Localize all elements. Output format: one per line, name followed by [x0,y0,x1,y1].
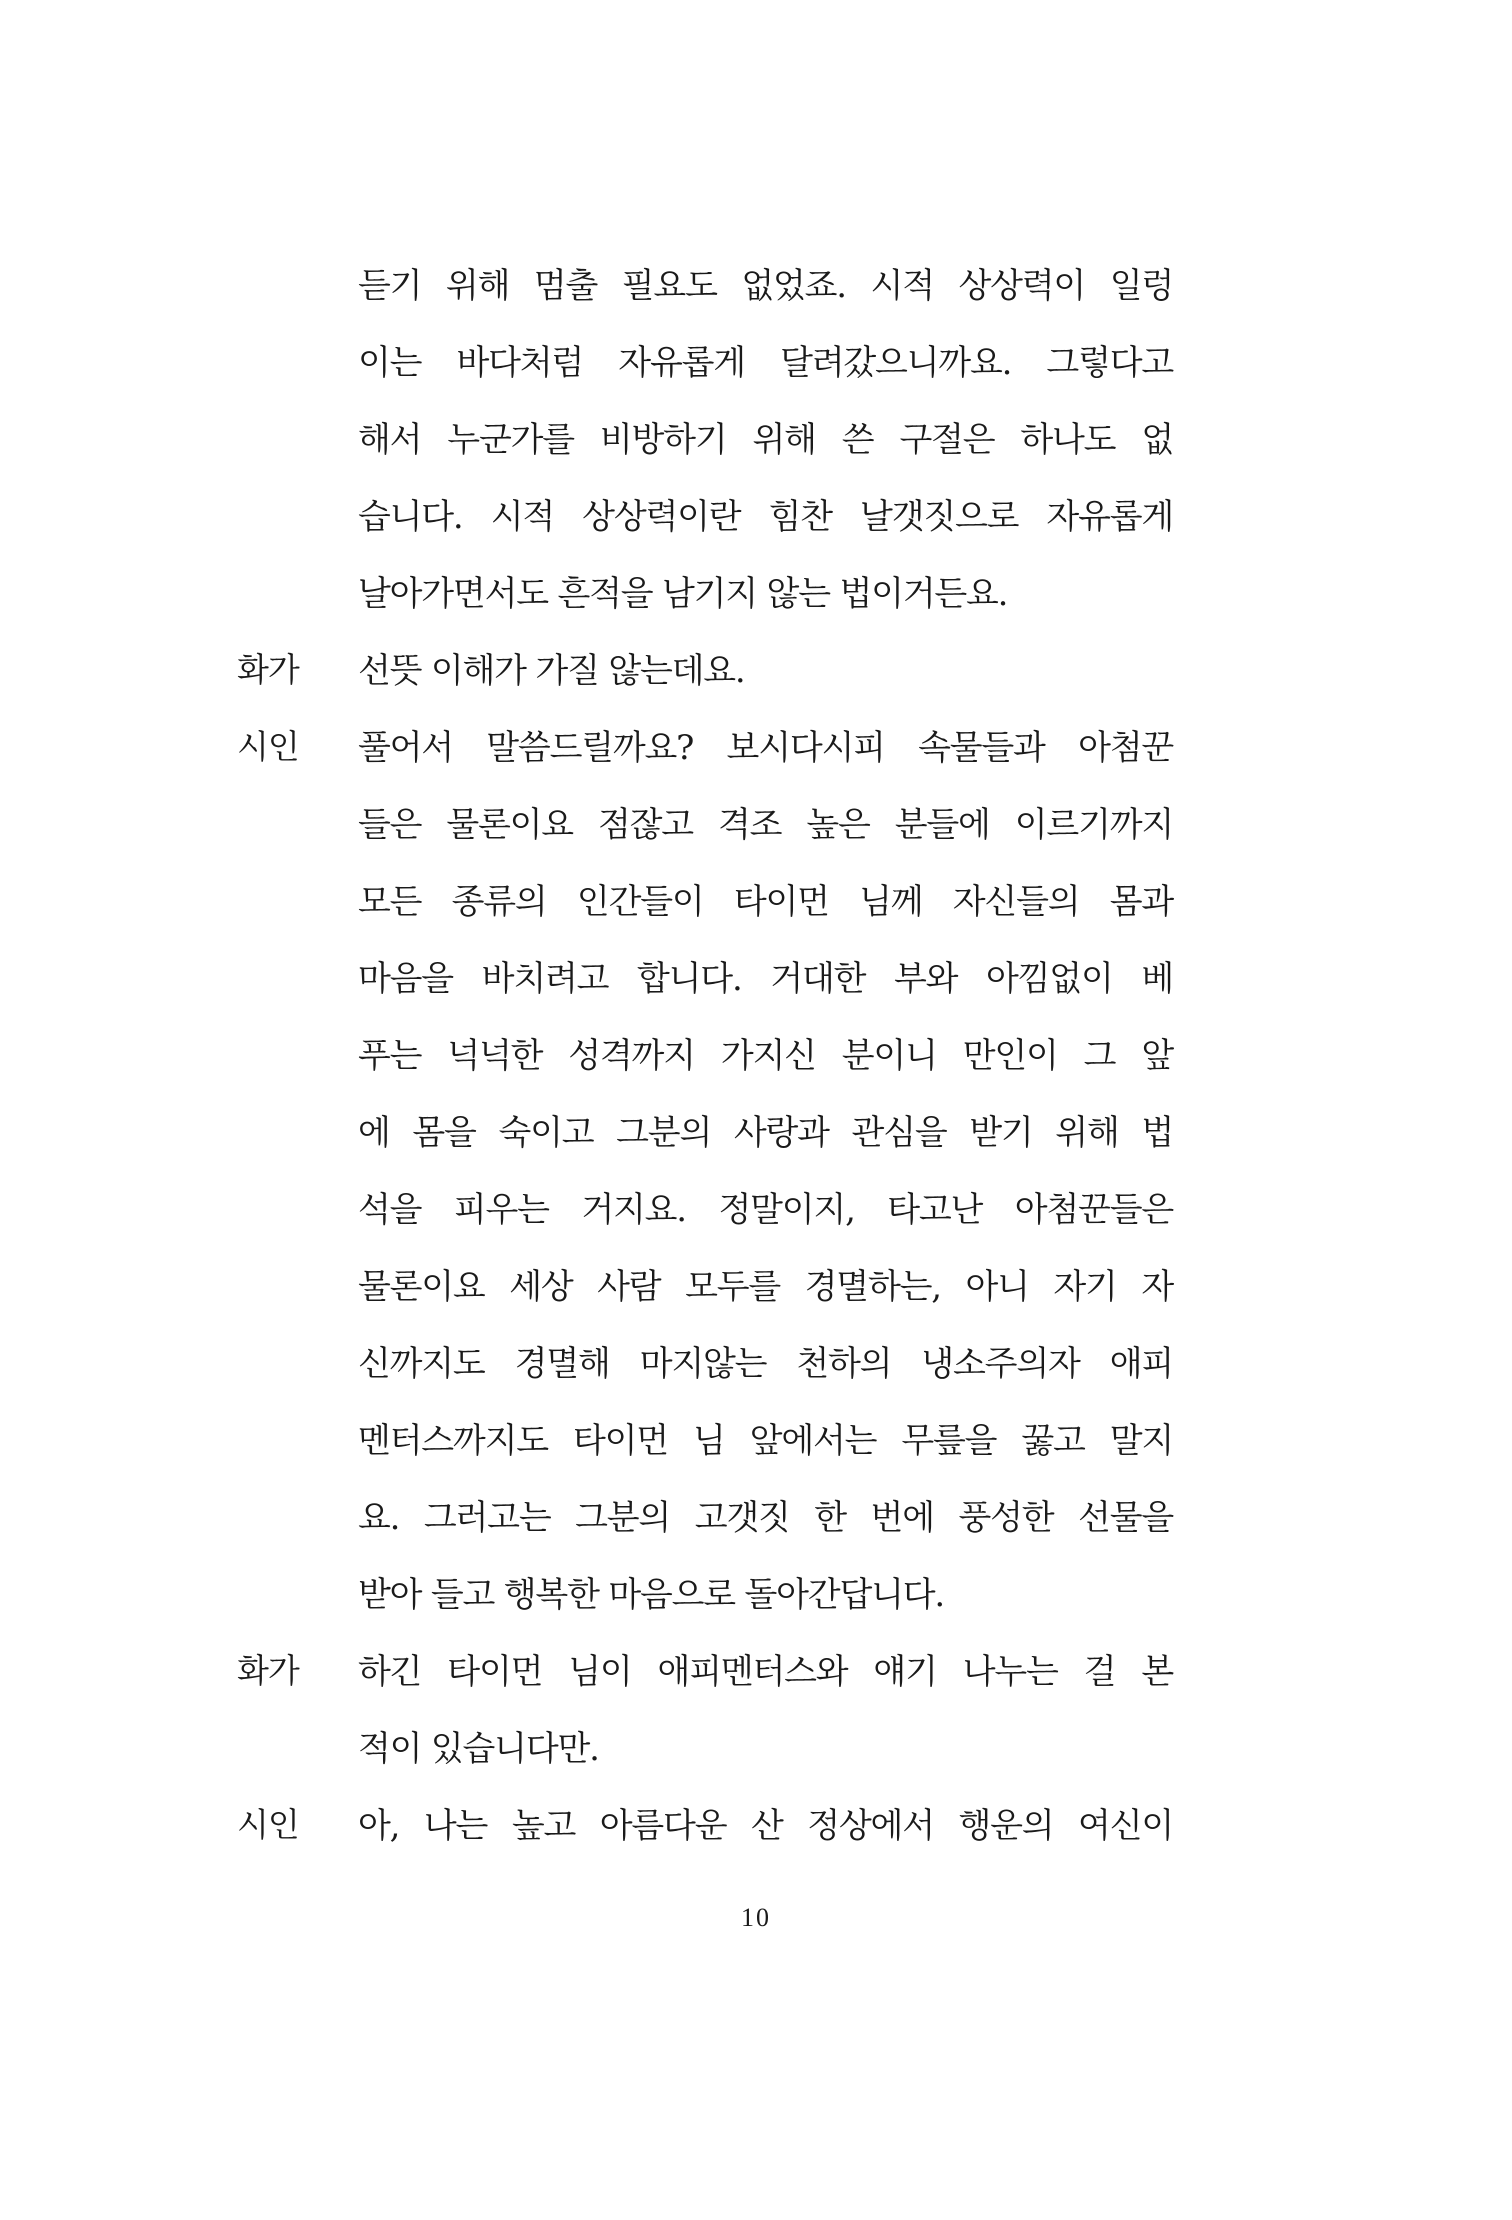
line-text: 듣기 위해 멈출 필요도 없었죠. 시적 상상력이 일렁 [358,266,1173,306]
line-text: 습니다. 시적 상상력이란 힘찬 날갯짓으로 자유롭게 [358,497,1173,537]
dialogue-line [237,1707,1177,1784]
line-text: 아, 나는 높고 아름다운 산 정상에서 행운의 여신이 [358,1806,1173,1846]
dialogue-line [237,1476,1177,1553]
line-text: 멘터스까지도 타이먼 님 앞에서는 무릎을 꿇고 말지 [358,1421,1173,1461]
dialogue-line [237,1091,1177,1168]
line-text: 받아 들고 행복한 마음으로 돌아간답니다. [358,1575,944,1615]
line-text: 푸는 넉넉한 성격까지 가지신 분이니 만인이 그 앞 [358,1036,1173,1076]
dialogue-block [237,244,1177,1861]
dialogue-line [237,1399,1177,1476]
line-text: 요. 그러고는 그분의 고갯짓 한 번에 풍성한 선물을 [358,1498,1173,1538]
dialogue-line [237,552,1177,629]
line-text: 모든 종류의 인간들이 타이먼 님께 자신들의 몸과 [358,882,1173,922]
line-text: 들은 물론이요 점잖고 격조 높은 분들에 이르기까지 [358,805,1173,845]
dialogue-line [237,1553,1177,1630]
dialogue-line [237,1245,1177,1322]
dialogue-line [237,937,1177,1014]
dialogue-line [237,629,1177,706]
line-text: 에 몸을 숙이고 그분의 사랑과 관심을 받기 위해 법 [358,1113,1173,1153]
dialogue-line [237,860,1177,937]
dialogue-line [237,398,1177,475]
line-text: 신까지도 경멸해 마지않는 천하의 냉소주의자 애피 [358,1344,1173,1384]
line-text: 하긴 타이먼 님이 애피멘터스와 얘기 나누는 걸 본 [358,1652,1173,1692]
dialogue-line [237,706,1177,783]
dialogue-line [237,1014,1177,1091]
line-text: 적이 있습니다만. [358,1729,599,1769]
dialogue-line [237,1630,1177,1707]
line-text: 해서 누군가를 비방하기 위해 쓴 구절은 하나도 없 [358,420,1173,460]
dialogue-line [237,475,1177,552]
line-text: 선뜻 이해가 가질 않는데요. [358,651,745,691]
line-text: 물론이요 세상 사람 모두를 경멸하는, 아니 자기 자 [358,1267,1173,1307]
line-text: 이는 바다처럼 자유롭게 달려갔으니까요. 그렇다고 [358,343,1173,383]
dialogue-line [237,1168,1177,1245]
page-number: 10 [741,1903,771,1932]
line-text: 풀어서 말씀드릴까요? 보시다시피 속물들과 아첨꾼 [358,728,1173,768]
speaker-label: 화가 [237,1651,299,1690]
line-text: 마음을 바치려고 합니다. 거대한 부와 아낌없이 베 [358,959,1173,999]
dialogue-line [237,1322,1177,1399]
line-text: 날아가면서도 흔적을 남기지 않는 법이거든요. [358,574,1008,614]
speaker-label: 화가 [237,650,299,689]
speaker-label: 시인 [237,1805,299,1844]
dialogue-line [237,1784,1177,1861]
dialogue-line [237,783,1177,860]
line-text: 석을 피우는 거지요. 정말이지, 타고난 아첨꾼들은 [358,1190,1173,1230]
speaker-label: 시인 [237,727,299,766]
dialogue-line [237,321,1177,398]
dialogue-line [237,244,1177,321]
